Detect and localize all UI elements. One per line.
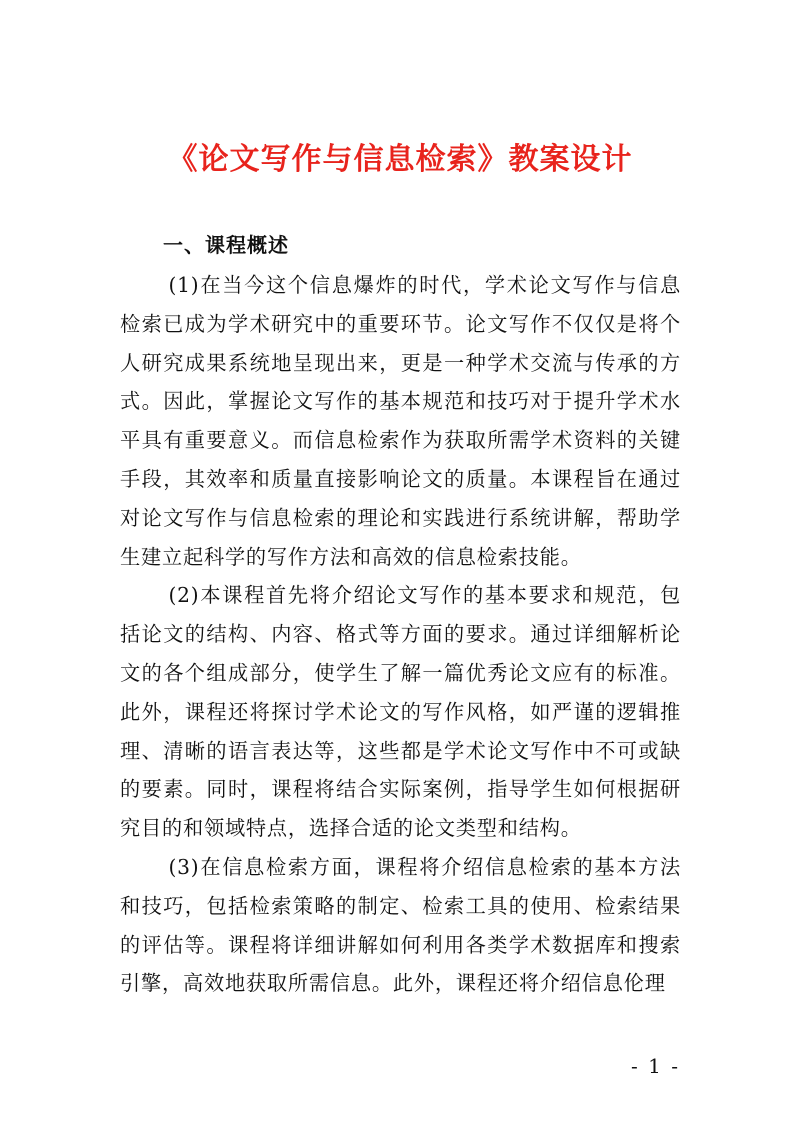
section-heading: 一、课程概述 bbox=[163, 233, 289, 257]
paragraph: (3)在信息检索方面，课程将介绍信息检索的基本方法和技巧，包括检索策略的制定、检索工具的使用、检索结果的评估等。课程将详细讲解如何利用各类学术数据库和搜索引擎，高效地获取所需信息。此外，课程还将介绍信息伦理 bbox=[120, 854, 681, 996]
page-number: - 1 - bbox=[631, 1054, 680, 1078]
document-body bbox=[120, 266, 681, 1003]
paragraph: (2)本课程首先将介绍论文写作的基本要求和规范，包括论文的结构、内容、格式等方面的要求。通过详细解析论文的各个组成部分，使学生了解一篇优秀论文应有的标准。此外，课程还将探讨学术论文的写作风格，如严谨的逻辑推理、清晰的语言表达等，这些都是学术论文写作中不可或缺的要素。同时，课程将结合实际案例，指导学生如何根据研究目的和领域特点，选择合适的论文类型和结构。 bbox=[120, 583, 681, 841]
paragraph: (1)在当今这个信息爆炸的时代，学术论文写作与信息检索已成为学术研究中的重要环节。论文写作不仅仅是将个人研究成果系统地呈现出来，更是一种学术交流与传承的方式。因此，掌握论文写作的基本规范和技巧对于提升学术水平具有重要意义。而信息检索作为获取所需学术资料的关键手段，其效率和质量直接影响论文的质量。本课程旨在通过对论文写作与信息检索的理论和实践进行系统讲解，帮助学生建立起科学的写作方法和高效的信息检索技能。 bbox=[120, 273, 681, 569]
document-title: 《论文写作与信息检索》教案设计 bbox=[167, 142, 633, 177]
